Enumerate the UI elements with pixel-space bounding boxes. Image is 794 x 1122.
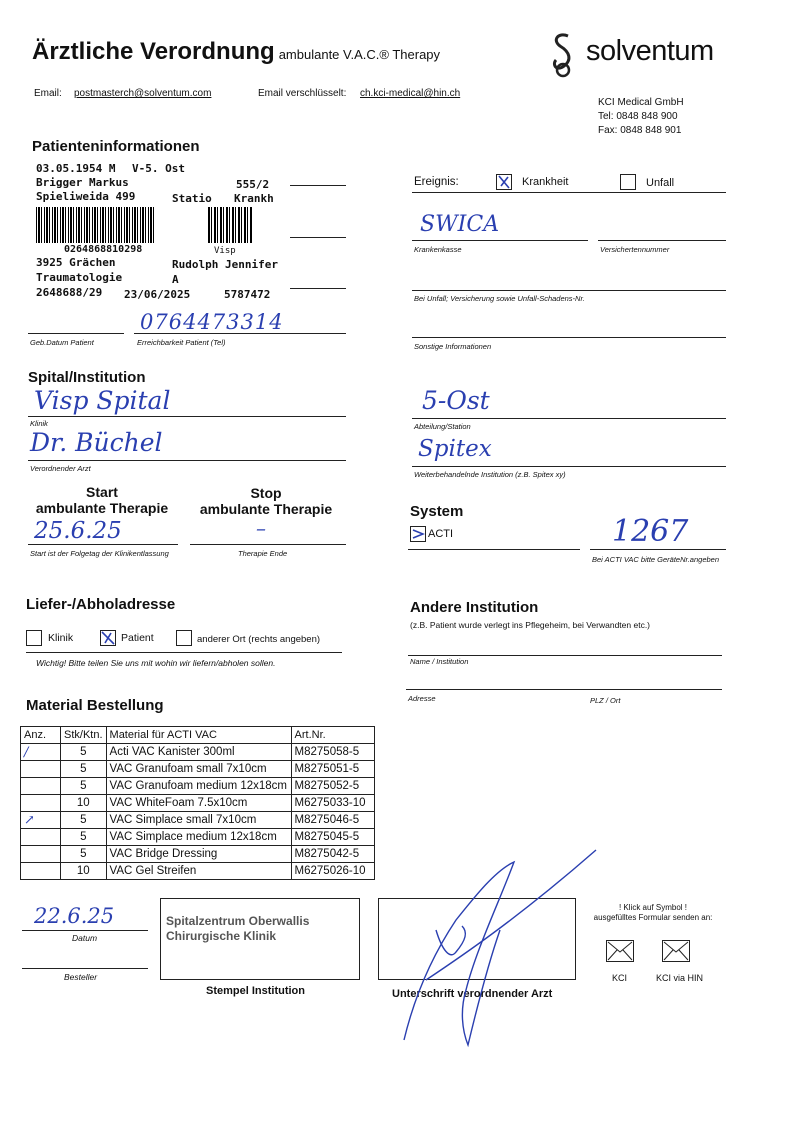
unfall-label: Unfall [646,177,675,189]
arzt-value[interactable]: Dr. Büchel [30,428,163,457]
therapy-stop-line [190,544,346,545]
delivery-klinik-checkbox[interactable] [26,630,42,646]
other-institution-note: (z.B. Patient wurde verlegt ins Pflegeheim, bei Verwandten etc.) [410,620,651,630]
email-link[interactable]: postmasterch@solventum.com [74,88,212,99]
station-value[interactable]: 5-Ost [422,386,490,415]
sticker-line-3 [290,288,346,289]
sticker-name: Brigger Markus [36,176,129,189]
anz-cell[interactable] [21,761,61,778]
anz-cell[interactable]: / [21,744,61,761]
barcode-number: 0264868810298 [64,244,143,255]
sticker-city: 3925 Grächen [36,256,116,269]
delivery-other-label: anderer Ort (rechts angeben) [197,634,321,645]
table-row [21,846,375,863]
stamp-line-1: Spitalzentrum Oberwallis [166,914,310,928]
sticker-case-number: 2648688/29 [36,286,103,299]
delivery-other-checkbox[interactable] [176,630,192,646]
sticker-visp: Visp [214,246,236,256]
device-label: Bei ACTI VAC bitte GeräteNr.angeben [592,555,720,564]
acti-checkbox[interactable] [410,526,426,542]
other-address-label: Adresse [408,694,436,703]
station-line [412,418,726,419]
therapy-start-label: Start ist der Folgetag der Klinikentlassung [30,549,169,558]
stk-cell: 5 [61,829,107,846]
krankenkasse-label: Krankenkasse [414,245,462,254]
unfall-line [412,290,726,291]
device-line [590,549,726,550]
dob-label: Geb.Datum Patient [30,338,94,347]
brand-name: solventum [586,35,714,67]
material-cell: VAC Granufoam small 7x10cm [106,761,291,778]
kci-hin-envelope-icon[interactable] [662,940,690,962]
arzt-label: Verordnender Arzt [30,464,91,473]
stk-cell: 5 [61,744,107,761]
click-note: ! Klick auf Symbol ! ausgefülltes Formular senden an: [593,903,713,922]
event-label: Ereignis: [414,176,459,188]
signature-label: Unterschrift verordnender Arzt [392,988,553,1000]
kci-hin-label: KCI via HIN [656,973,704,983]
form-subtitle: ambulante V.A.C.® Therapy [278,47,441,62]
mail-icon [607,941,633,961]
weiter-value[interactable]: Spitex [418,436,492,462]
klinik-label: Klinik [30,419,48,428]
phone-line [134,333,346,334]
artnr-cell: M8275045-5 [291,829,374,846]
acti-label: ACTI [428,528,454,540]
institution-heading: Spital/Institution [28,369,146,386]
material-cell: VAC Bridge Dressing [106,846,291,863]
datum-label: Datum [72,933,98,943]
patient-heading: Patienteninformationen [32,138,200,155]
check-mark-icon [411,527,425,541]
versicherten-label: Versichertennummer [600,245,670,254]
email-encrypted-link[interactable]: ch.kci-medical@hin.ch [360,88,461,99]
col-material: Material für ACTI VAC [106,727,291,744]
artnr-cell: M8275058-5 [291,744,374,761]
artnr-cell: M6275033-10 [291,795,374,812]
material-table [20,726,375,880]
therapy-start-value[interactable]: 25.6.25 [34,518,122,544]
other-plz-label: PLZ / Ort [590,696,621,705]
besteller-label: Besteller [64,972,98,982]
company-tel: Tel: 0848 848 900 [598,111,678,122]
sticker-room: 555/2 [236,178,270,191]
sticker-date: 23/06/2025 [124,288,191,301]
station-label: Abteilung/Station [414,422,471,431]
company-name: KCI Medical GmbH [598,97,684,108]
besteller-line [22,968,148,969]
unfall-checkbox[interactable] [620,174,636,190]
table-row [21,761,375,778]
sticker-class: A [172,273,179,286]
material-header-row [21,727,375,744]
material-cell: VAC Simplace medium 12x18cm [106,829,291,846]
table-row [21,778,375,795]
table-row [21,744,375,761]
col-stk: Stk/Ktn. [61,727,107,744]
table-row [21,795,375,812]
krankenkasse-line [412,240,588,241]
delivery-line [26,652,342,653]
unfall-info-label: Bei Unfall; Versicherung sowie Unfall-Schadens-Nr. [414,294,585,303]
check-mark-icon [101,631,115,645]
therapy-start-line [28,544,178,545]
col-artnr: Art.Nr. [291,727,374,744]
weiter-line [412,466,726,467]
sticker-statio: Statio [172,192,212,205]
table-row [21,812,375,829]
klinik-line [28,416,346,417]
sticker-station: V-5. Ost [132,162,185,175]
datum-value[interactable]: 22.6.25 [34,904,115,928]
stk-cell: 10 [61,795,107,812]
system-heading: System [410,503,464,520]
sonstige-label: Sonstige Informationen [414,342,492,351]
stk-cell: 5 [61,846,107,863]
therapy-stop-label: Therapie Ende [238,549,288,558]
stk-cell: 5 [61,761,107,778]
anz-cell[interactable]: ↗ [21,812,61,829]
anz-cell[interactable] [21,829,61,846]
company-info [598,96,684,138]
krankheit-checkbox[interactable] [496,174,512,190]
datum-line [22,930,148,931]
sticker-department: Traumatologie [36,271,123,284]
artnr-cell: M8275046-5 [291,812,374,829]
delivery-note: Wichtig! Bitte teilen Sie uns mit wohin wir liefern/abholen sollen. [36,658,276,668]
check-mark-icon [497,175,511,189]
artnr-cell: M8275052-5 [291,778,374,795]
other-name-line [408,655,722,656]
other-institution-heading: Andere Institution [410,599,539,616]
anz-cell[interactable] [21,795,61,812]
patient-barcode [36,207,154,243]
sticker-line-2 [290,237,346,238]
material-cell: VAC Simplace small 7x10cm [106,812,291,829]
patient-barcode-small [208,207,252,243]
sticker-dob: 03.05.1954 M [36,162,116,175]
stk-cell: 5 [61,778,107,795]
therapy-start-heading: Start ambulante Therapie [35,484,169,516]
material-cell: Acti VAC Kanister 300ml [106,744,291,761]
doctor-signature [396,840,606,1052]
material-cell: VAC Gel Streifen [106,863,291,880]
col-anz: Anz. [21,727,61,744]
stamp-line-2: Chirurgische Klinik [166,929,277,943]
stamp-text [166,914,309,944]
sticker-line-1 [290,185,346,186]
event-line [412,192,726,193]
klinik-value[interactable]: Visp Spital [34,386,171,415]
dob-line [28,333,124,334]
form-title-main: Ärztliche Verordnung [32,38,275,65]
therapy-stop-heading: Stop ambulante Therapie [199,485,333,517]
sticker-id: 5787472 [224,288,271,301]
sticker-street: Spieliweida 499 [36,190,136,203]
artnr-cell: M8275042-5 [291,846,374,863]
sticker-doctor: Rudolph Jennifer [172,258,278,271]
artnr-cell: M6275026-10 [291,863,374,880]
material-heading: Material Bestellung [26,697,164,714]
stamp-label: Stempel Institution [206,985,305,997]
email-label: Email: [34,88,62,99]
email-encrypted-label: Email verschlüsselt: [258,88,347,99]
artnr-cell: M8275051-5 [291,761,374,778]
sonstige-line [412,337,726,338]
delivery-klinik-label: Klinik [48,632,74,644]
system-line [408,549,580,550]
patient-phone-value[interactable]: 0764473314 [140,310,284,334]
stk-cell: 10 [61,863,107,880]
solventum-logo-icon [548,30,578,78]
krankheit-label: Krankheit [522,176,569,188]
material-cell: VAC Granufoam medium 12x18cm [106,778,291,795]
material-cell: VAC WhiteFoam 7.5x10cm [106,795,291,812]
anz-cell[interactable] [21,863,61,880]
weiter-label: Weiterbehandelnde Institution (z.B. Spitex xy) [414,470,566,479]
krankenkasse-value[interactable]: SWICA [420,212,500,237]
device-number-value[interactable]: 1267 [612,514,689,549]
delivery-heading: Liefer-/Abholadresse [26,596,176,613]
anz-cell[interactable] [21,846,61,863]
sticker-krankh: Krankh [234,192,274,205]
anz-cell[interactable] [21,778,61,795]
kci-label: KCI [612,973,628,983]
form-title [32,38,440,66]
delivery-patient-checkbox[interactable] [100,630,116,646]
arzt-line [28,460,346,461]
other-address-line [406,689,722,690]
delivery-patient-label: Patient [121,632,154,644]
table-row [21,829,375,846]
table-row [21,863,375,880]
company-fax: Fax: 0848 848 901 [598,125,682,136]
stk-cell: 5 [61,812,107,829]
other-name-label: Name / Institution [410,657,469,666]
kci-envelope-icon[interactable] [606,940,634,962]
phone-label: Erreichbarkeit Patient (Tel) [137,338,226,347]
versicherten-line [598,240,726,241]
therapy-stop-value[interactable]: – [256,516,266,540]
mail-icon [663,941,689,961]
